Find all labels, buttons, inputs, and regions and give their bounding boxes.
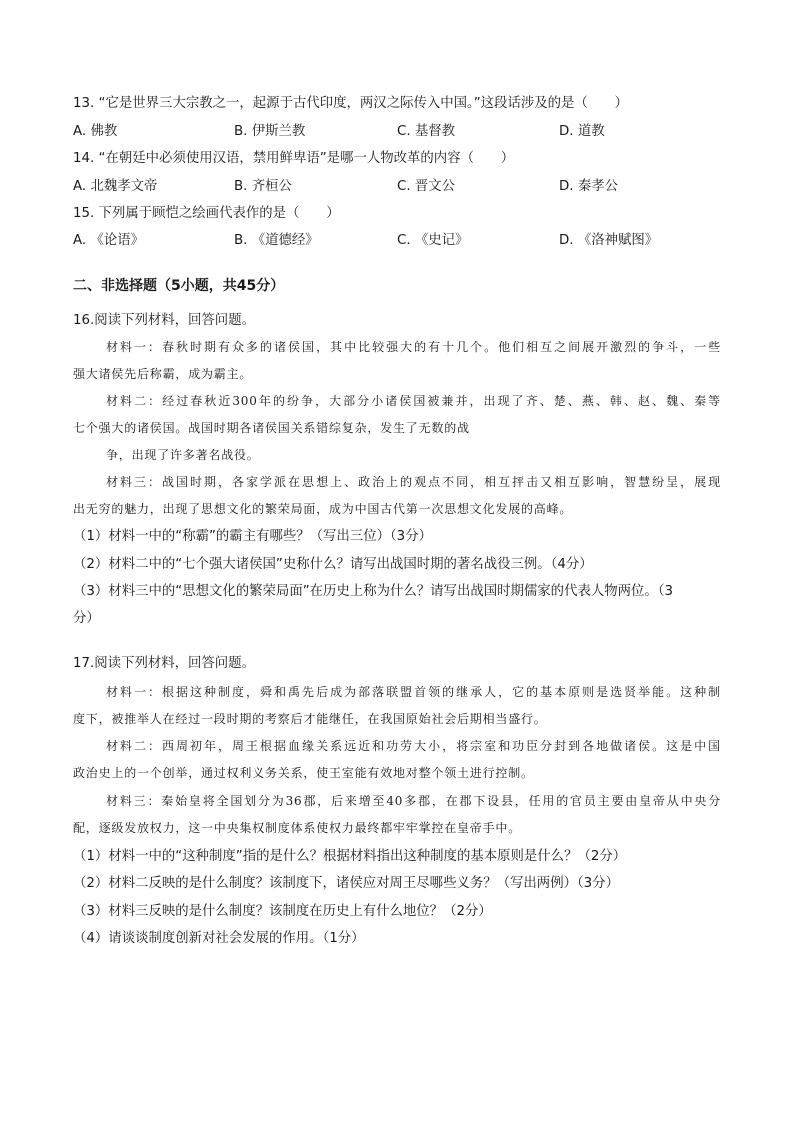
q14-option-b: B. 齐桓公 (234, 179, 292, 194)
q13-option-a: A. 佛教 (73, 124, 118, 139)
q15-option-a: A. 《论语》 (73, 233, 144, 248)
q17-material-1-line-2: 度下，被推举人在经过一段时期的考察后才能继任，在我国原始社会后期相当盛行。 (73, 712, 547, 726)
q17-material-1-line-1: 材料一：根据这种制度，舜和禹先后成为部落联盟首领的继承人，它的基本原则是选贤举能。这种制 (106, 685, 721, 699)
q16-material-1-line-1: 材料一：春秋时期有众多的诸侯国，其中比较强大的有十几个。他们相互之间展开激烈的争斗，一些 (106, 340, 721, 354)
q15-option-b: B. 《道德经》 (234, 233, 319, 248)
q16-material-1-line-2: 强大诸侯先后称霸，成为霸主。 (73, 367, 253, 381)
question-16-intro: 16.阅读下列材料，回答问题。 (73, 313, 255, 328)
q17-subquestion-1: （1）材料一中的“这种制度”指的是什么？根据材料指出这种制度的基本原则是什么？（2分） (73, 849, 627, 864)
q14-option-c: C. 晋文公 (397, 179, 456, 194)
q17-subquestion-4: （4）请谈谈制度创新对社会发展的作用。（1分） (73, 931, 365, 946)
q13-option-b: B. 伊斯兰教 (234, 124, 306, 139)
q14-option-d: D. 秦孝公 (559, 179, 618, 194)
q13-option-c: C. 基督教 (397, 124, 456, 139)
q17-material-2-line-2: 政治史上的一个创举，通过权利义务关系，使王室能有效地对整个领土进行控制。 (73, 766, 534, 780)
q16-material-3-line-2: 出无穷的魅力，出现了思想文化的繁荣局面，成为中国古代第一次思想文化发展的高峰。 (73, 502, 573, 516)
q16-material-2-line-3: 争，出现了许多著名战役。 (106, 448, 260, 462)
q15-option-d: D. 《洛神赋图》 (559, 233, 659, 248)
question-17-intro: 17.阅读下列材料，回答问题。 (73, 656, 255, 671)
section-title: 二、非选择题（5小题，共45分） (73, 278, 285, 294)
q16-material-2-line-2: 七个强大的诸侯国。战国时期各诸侯国关系错综复杂，发生了无数的战 (73, 421, 470, 435)
q17-material-3-line-1: 材料三：秦始皇将全国划分为36郡，后来增至40多郡，在郡下设县，任用的官员主要由皇帝从中央分 (106, 794, 721, 808)
q16-material-3-line-1: 材料三：战国时期，各家学派在思想上、政治上的观点不同，相互抨击又相互影响，智慧纷呈，展现 (106, 475, 721, 489)
q16-subquestion-1: （1）材料一中的“称霸”的霸主有哪些？（写出三位）（3分） (73, 529, 432, 544)
q16-material-2-line-1: 材料二：经过春秋近300年的纷争，大部分小诸侯国被兼并，出现了齐、楚、燕、韩、赵、魏、秦等 (106, 394, 721, 408)
q13-option-d: D. 道教 (559, 124, 605, 139)
q16-subquestion-3: （3）材料三中的“思想文化的繁荣局面”在历史上称为什么？请写出战国时期儒家的代表人物两位。（3 (73, 584, 674, 599)
q17-material-3-line-2: 配，逐级发放权力，这一中央集权制度体系使权力最终都牢牢掌控在皇帝手中。 (73, 821, 522, 835)
question-13-stem: 13. “它是世界三大宗教之一，起源于古代印度，两汉之际传入中国。”这段话涉及的是（ ） (73, 96, 628, 111)
question-15-stem: 15. 下列属于顾恺之绘画代表作的是（ ） (73, 206, 340, 221)
question-14-stem: 14. “在朝廷中必须使用汉语，禁用鲜卑语”是哪一人物改革的内容（ ） (73, 151, 515, 166)
q16-subquestion-3-cont: 分） (73, 611, 100, 626)
q17-material-2-line-1: 材料二：西周初年，周王根据血缘关系远近和功劳大小，将宗室和功臣分封到各地做诸侯。这是中国 (106, 739, 721, 753)
q14-option-a: A. 北魏孝文帝 (73, 179, 158, 194)
q15-option-c: C. 《史记》 (397, 233, 469, 248)
q17-subquestion-2: （2）材料二反映的是什么制度？该制度下，诸侯应对周王尽哪些义务？（写出两例）（3分） (73, 876, 619, 891)
q16-subquestion-2: （2）材料二中的“七个强大诸侯国”史称什么？请写出战国时期的著名战役三例。（4分） (73, 557, 593, 572)
q17-subquestion-3: （3）材料三反映的是什么制度？该制度在历史上有什么地位？（2分） (73, 904, 492, 919)
